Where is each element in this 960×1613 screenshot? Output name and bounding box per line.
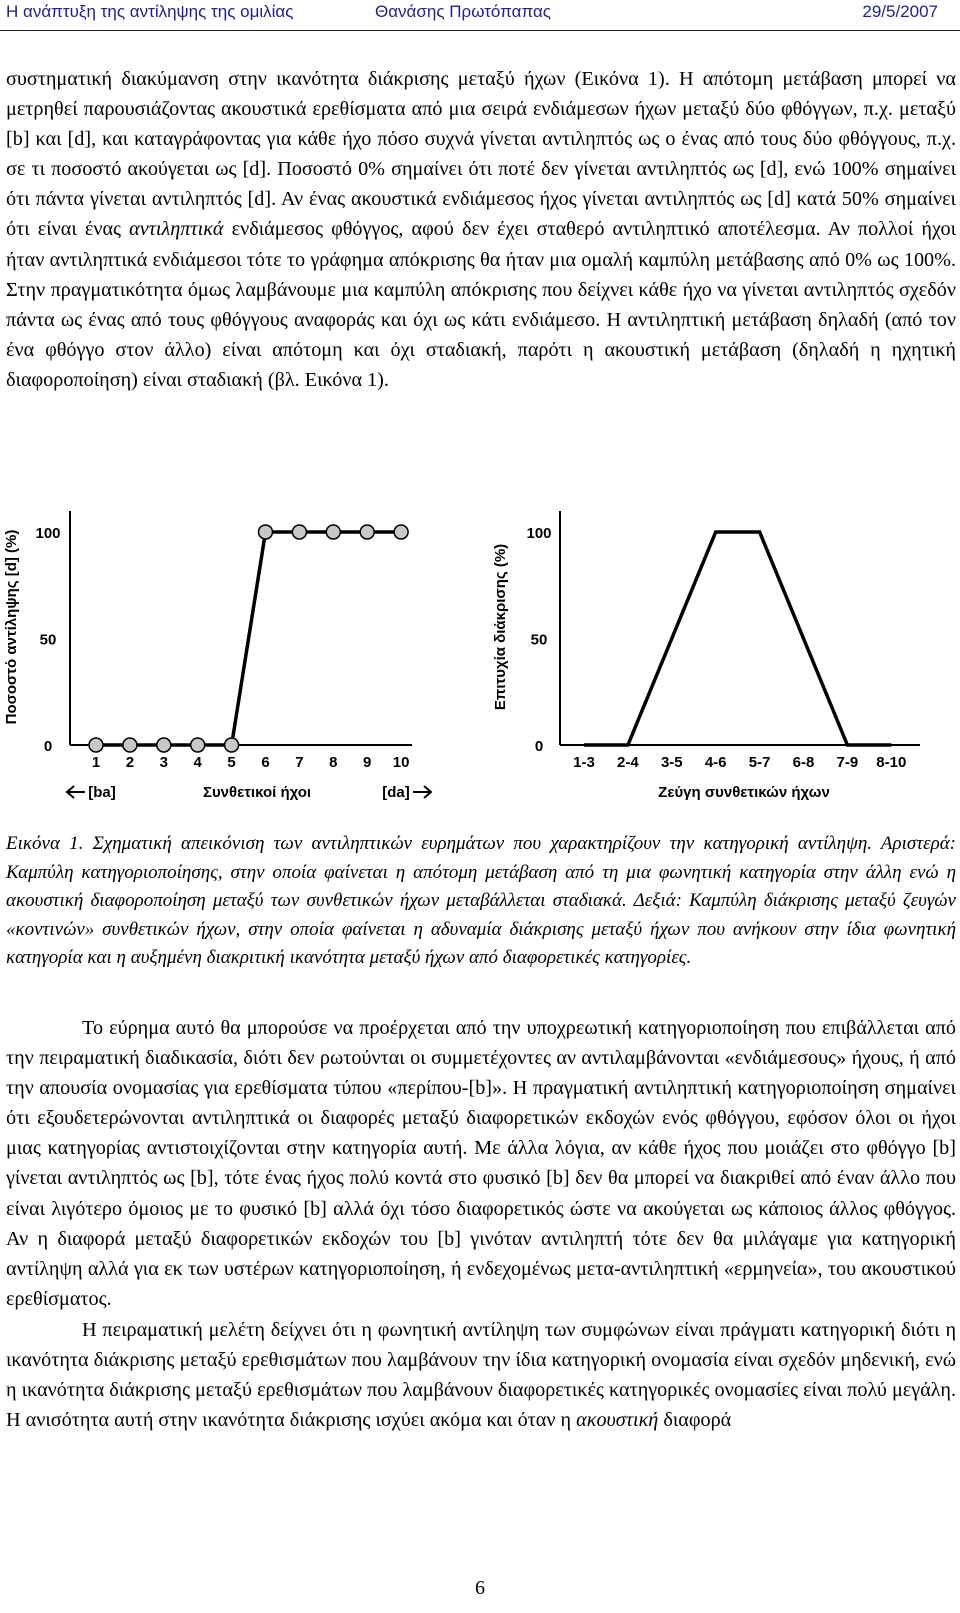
x-tick-label: 2-4 [617,754,639,771]
page-number: 6 [475,1577,485,1599]
caption-label: Εικόνα 1. [6,833,84,854]
series-line [584,532,891,745]
data-point-marker [191,738,205,752]
paragraph-categorization-finding [6,1013,956,1314]
data-point-marker [326,525,340,539]
x-tick-label: 4-6 [704,754,727,771]
data-point-marker [292,525,306,539]
x-tick-label: 3-5 [660,754,683,771]
x-tick-label: 6 [261,754,270,771]
paragraph-categorical-transition [6,64,956,395]
x-left-end-label: [ba] [88,784,116,801]
y-tick-label: 0 [43,738,53,755]
header-divider [0,30,960,31]
paragraph-emphasis: ακουστική [576,1409,659,1432]
x-tick-label: 10 [392,754,410,771]
x-tick-label: 5-7 [748,754,771,771]
y-axis-label: Επιτυχία διάκρισης (%) [492,543,509,711]
x-tick-label: 7-9 [836,754,859,771]
x-tick-label: 3 [159,754,168,771]
data-point-marker [123,738,137,752]
paragraph-emphasis: αντιληπτικά [129,218,224,241]
y-tick-label: 50 [39,631,57,649]
header-date: 29/5/2007 [862,2,938,21]
discrimination-chart [492,511,920,801]
y-tick-label: 100 [526,525,552,542]
running-header [0,0,960,28]
figure-1 [0,505,960,820]
paragraph-text: ενδιάμεσος φθόγγος, αφού δεν έχει σταθερό αντιληπτικό αποτέλεσμα. Αν πολλοί ήχοι ήταν αντιληπτικά ενδιάμεσοι τότε το γράφημα απόκρισης θα ήταν μια ομαλή καμπύλη μετάβασης από 0% ως 100%. Στην πραγματικότητα όμως λαμβάνουμε μια καμπύλη απόκρισης που δείχνει κάθε ήχο να γίνεται αντιληπτός σχεδόν πάντα ως ένας από τους φθόγγους αναφοράς και όχι ως κάτι ενδιάμεσο. Η αντιληπτική μετάβαση δηλαδή (από τον ένα φθόγγο στον άλλο) είναι απότομη και όχι σταδιακή, παρότι η ακουστική μετάβαση (δηλαδή η ηχητική διαφοροποίηση) είναι σταδιακή (βλ. Εικόνα 1). [6,218,957,391]
paragraph-experimental-study [6,1315,956,1435]
data-point-marker [157,738,171,752]
data-point-marker [259,525,273,539]
x-tick-label: 1-3 [573,754,595,771]
x-tick-label: 9 [363,754,372,771]
x-tick-label: 7 [295,754,304,771]
paragraph-text: διαφορά [658,1409,732,1432]
y-tick-label: 100 [35,525,61,542]
y-axis-label: Ποσοστό αντίληψης [d] (%) [3,529,20,725]
data-point-marker [89,738,103,752]
data-point-marker [360,525,374,539]
data-point-marker [394,525,408,539]
categorization-chart [3,511,431,801]
paragraph-text: Η πειραματική μελέτη δείχνει ότι η φωνητική αντίληψη των συμφώνων είναι πράγματι κατηγορική διότι η ικανότητα διάκρισης μεταξύ ερεθισμάτων που λαμβάνουν την ίδια κατηγορική ονομασία είναι σχεδόν μηδενική, ενώ η ικανότητα διάκρισης μεταξύ ερεθισμάτων που λαμβάνουν διαφορετικές κατηγορικές ονομασίες είναι πολύ μεγάλη. Η ανισότητα αυτή στην ικανότητα διάκρισης ισχύει ακόμα και όταν η [6,1319,956,1432]
y-tick-label: 0 [534,738,544,755]
paragraph-text: συστηματική διακύμανση στην ικανότητα διάκρισης μεταξύ ήχων (Εικόνα 1). Η απότομη μετάβαση μπορεί να μετρηθεί παρουσιάζοντας ακουστικά ερεθίσματα από μια σειρά ενδιάμεσων ήχων μεταξύ δύο φθόγγων, π.χ. μεταξύ [b] και [d], και καταγράφοντας για κάθε ήχο πόσο συχνά γίνεται αντιληπτός ως ο ένας από τους δύο φθόγγους, π.χ. σε τι ποσοστό ακούγεται ως [d]. Ποσοστό 0% σημαίνει ότι ποτέ δεν γίνεται αντιληπτός ως [d], ενώ 100% σημαίνει ότι πάντα γίνεται αντιληπτός [d]. Αν ένας ακουστικά ενδιάμεσος ήχος γίνεται αντιληπτός ως [d] κατά 50% σημαίνει ότι είναι ένας [6,68,956,241]
data-point-marker [225,738,239,752]
header-title: Η ανάπτυξη της αντίληψης της ομιλίας [6,2,294,21]
header-author: Θανάσης Πρωτόπαπας [375,2,551,21]
y-tick-label: 50 [530,631,548,649]
x-tick-label: 6-8 [792,754,815,771]
x-tick-label: 8 [329,754,338,771]
paragraph-text: Το εύρημα αυτό θα μπορούσε να προέρχεται από την υποχρεωτική κατηγοριοποίηση που επιβάλλεται από την πειραματική διαδικασία, διότι δεν ρωτούνται οι συμμετέχοντες αν αντιλαμβάνονται «ενδιάμεσους» ήχους, ή από την απουσία ονομασίας για ερεθίσματα τύπου «περίπου-[b]». Η πραγματική αντιληπτική κατηγοριοποίηση σημαίνει ότι εξουδετερώνονται αντιληπτικά οι διαφορές μεταξύ διαφορετικών εκδοχών ενός φθόγγου, εφόσον όλοι οι ήχοι μιας κατηγορίας αντιστοιχίζονται στην κατηγορία αυτή. Με άλλα λόγια, αν κάθε ήχος που μοιάζει στο φθόγγο [b] γίνεται αντιληπτός ως [b], τότε ένας ήχος πολύ κοντά στο φυσικό [b] δεν θα μπορεί να διακριθεί από έναν άλλο που είναι λιγότερο όμοιος με το φυσικό [b] αλλά όχι τόσο διαφορετικός ώστε να ακούγεται ως κάποιος άλλος φθόγγος. Αν η διαφορά μεταξύ διαφορετικών εκδοχών του [b] γινόταν αντιληπτή τότε δεν θα μιλάγαμε για κατηγορική αντίληψη αλλά για εκ των υστέρων κατηγοριοποίηση, ή ενδεχομένως μετα-αντιληπτική «ερμηνεία», του ακουστικού ερεθίσματος. [6,1017,956,1310]
figure-caption [6,830,956,973]
x-tick-label: 8-10 [876,754,907,771]
x-tick-label: 5 [227,754,236,771]
x-right-end-label: [da] [382,784,410,801]
x-axis-label: Συνθετικοί ήχοι [202,784,312,801]
caption-text: Σχηματική απεικόνιση των αντιληπτικών ευρημάτων που χαρακτηρίζουν την κατηγορική αντίληψη. Αριστερά: Καμπύλη κατηγοριοποίησης, στην οποία φαίνεται η απότομη μετάβαση από τη μια φωνητική κατηγορία στην άλλη ενώ η ακουστική διαφοροποίηση μεταξύ των συνθετικών ήχων μεταβάλλεται σταδιακά. Δεξιά: Καμπύλη διάκρισης μεταξύ ζευγών «κοντινών» συνθετικών ήχων, στην οποία φαίνεται η αδυναμία διάκρισης μεταξύ ήχων που ανήκουν στην ίδια φωνητική κατηγορία και η αυξημένη διακριτική ικανότητα μεταξύ ήχων από διαφορετικές κατηγορίες. [6,833,956,968]
x-tick-label: 1 [91,754,101,771]
x-tick-label: 2 [125,754,135,771]
x-tick-label: 4 [193,754,202,771]
figure-1-charts [0,505,960,820]
series-line [96,532,401,745]
x-axis-label: Ζεύγη συνθετικών ήχων [658,784,830,801]
